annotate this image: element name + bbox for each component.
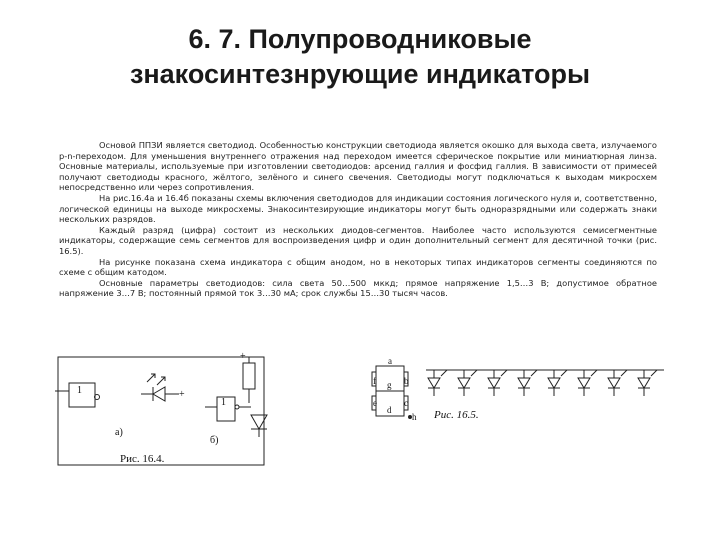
label-b: б) [210,435,219,446]
gate-a [69,383,95,407]
figure-16-4-caption: Рис. 16.4. [120,453,165,465]
body-text [59,140,657,299]
segment-a-label: a [388,356,392,366]
plus-label-top: + [240,351,246,362]
segment-h-label: h [412,412,417,422]
gate-b [217,397,235,421]
diode-array [428,370,657,396]
plus-label-mid: + [179,389,185,400]
gate-a-label: 1 [77,385,82,396]
segment-b-label: b [404,376,409,386]
resistor-b [243,363,255,389]
paragraph-circuits: На рис.16.4а и 16.4б показаны схемы включения светодиодов для индикации состояния логического нуля и, соответственно, логической единицы на выходе микросхемы. Знакосинтезирующие индикаторы могут быть одноразрядными или содержать знаки нескольких разрядов. [59,192,657,225]
paragraph-common-anode: На рисунке показана схема индикатора с общим анодом, но в некоторых типах индикаторов сегменты соединяются по схеме с общим катодом. [59,256,657,278]
segment-c-label: c [404,398,408,408]
segment-d-label: d [387,405,392,415]
paragraph-segments: Каждый разряд (цифра) состоит из нескольких диодов-сегментов. Наиболее часто используются семисегментные индикаторы, содержащие семь сегментов для воспроизведения цифр и один дополнительный сегмент для десятичной точки (рис. 16.5). [59,224,657,256]
paragraph-parameters: Основные параметры светодиодов: сила света 50…500 мккд; прямое напряжение 1,5…3 В; допустимое обратное напряжение 3…7 В; постоянный прямой ток 3…30 мА; срок службы 15…30 тысяч часов. [59,277,657,299]
page-title-line2: знакосинтезнрующие индикаторы [129,59,591,89]
inverter-bubble-b [235,405,239,409]
figure-16-4 [55,349,270,469]
segment-e-label: e [373,398,377,408]
figure-16-5-caption: Рис. 16.5. [434,409,479,421]
page-title-line1: 6. 7. Полупроводниковые [188,24,532,54]
figure-frame [58,357,264,465]
segment-f-label: f [373,376,376,386]
led-a [153,387,165,401]
figure-16-5 [368,356,668,428]
label-a: а) [115,427,123,438]
segment-g-label: g [387,380,392,390]
gate-b-label: 1 [221,397,226,408]
led-b [251,415,267,429]
paragraph-led-basics: Основой ППЗИ является светодиод. Особенностью конструкции светодиода является окошко для выхода света, излучаемого p-n-переходом. Для уменьшения внутреннего отражения над переходом имеется сферическое покрытие или миниатюрная линза. Основные материалы, используемые при изготовлении светодиодов: арсенид галлия и фосфид галлия. В зависимости от примесей получают светодиоды красного, жёлтого, зелёного и синего свечения. Светодиоды могут подключаться к выходам микросхем непосредственно или через сопротивления. [59,140,657,193]
